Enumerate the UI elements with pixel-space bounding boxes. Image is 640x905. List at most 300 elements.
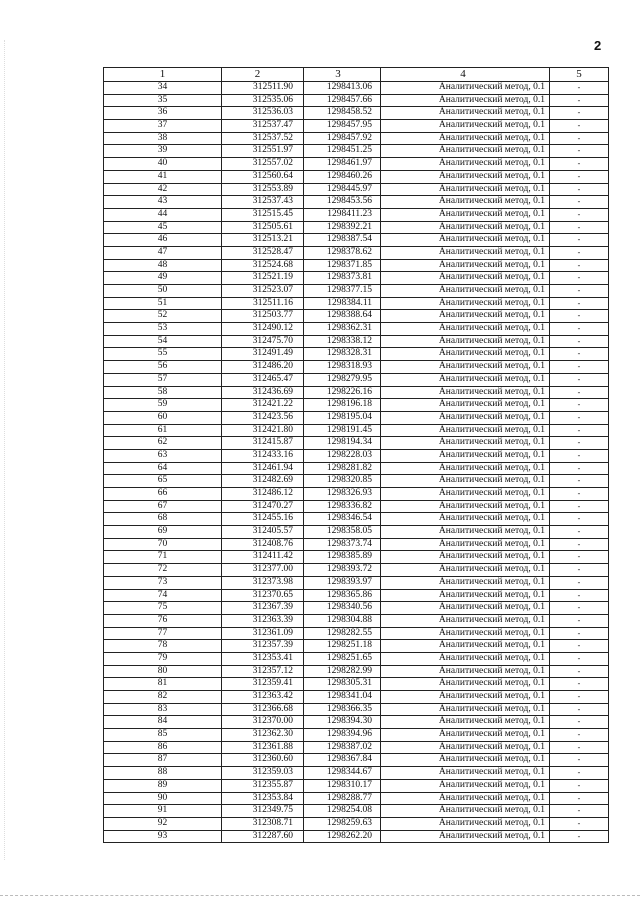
scan-edge-line bbox=[0, 895, 640, 896]
x-coordinate-cell: 312537.43 bbox=[222, 196, 304, 209]
note-cell: - bbox=[550, 323, 609, 336]
x-coordinate-cell: 312537.47 bbox=[222, 120, 304, 133]
point-number-cell: 91 bbox=[104, 805, 222, 818]
method-accuracy-cell: Аналитический метод, 0.1 bbox=[381, 132, 550, 145]
note-cell: - bbox=[550, 158, 609, 171]
y-coordinate-cell: 1298318.93 bbox=[304, 361, 381, 374]
table-row bbox=[104, 817, 609, 830]
point-number-cell: 54 bbox=[104, 335, 222, 348]
point-number-cell: 73 bbox=[104, 576, 222, 589]
note-cell: - bbox=[550, 246, 609, 259]
method-accuracy-cell: Аналитический метод, 0.1 bbox=[381, 234, 550, 247]
method-accuracy-cell: Аналитический метод, 0.1 bbox=[381, 361, 550, 374]
table-row bbox=[104, 221, 609, 234]
table-row bbox=[104, 716, 609, 729]
table-row bbox=[104, 424, 609, 437]
note-cell: - bbox=[550, 830, 609, 843]
y-coordinate-cell: 1298373.74 bbox=[304, 538, 381, 551]
point-number-cell: 51 bbox=[104, 297, 222, 310]
method-accuracy-cell: Аналитический метод, 0.1 bbox=[381, 411, 550, 424]
method-accuracy-cell: Аналитический метод, 0.1 bbox=[381, 589, 550, 602]
y-coordinate-cell: 1298457.92 bbox=[304, 132, 381, 145]
y-coordinate-cell: 1298453.56 bbox=[304, 196, 381, 209]
point-number-cell: 88 bbox=[104, 767, 222, 780]
method-accuracy-cell: Аналитический метод, 0.1 bbox=[381, 120, 550, 133]
table-row bbox=[104, 678, 609, 691]
x-coordinate-cell: 312362.30 bbox=[222, 729, 304, 742]
point-number-cell: 35 bbox=[104, 94, 222, 107]
table-row bbox=[104, 297, 609, 310]
table-row bbox=[104, 767, 609, 780]
table-row bbox=[104, 665, 609, 678]
note-cell: - bbox=[550, 170, 609, 183]
table-row bbox=[104, 196, 609, 209]
x-coordinate-cell: 312405.57 bbox=[222, 526, 304, 539]
x-coordinate-cell: 312528.47 bbox=[222, 246, 304, 259]
table-row bbox=[104, 614, 609, 627]
point-number-cell: 72 bbox=[104, 564, 222, 577]
method-accuracy-cell: Аналитический метод, 0.1 bbox=[381, 564, 550, 577]
table-row bbox=[104, 94, 609, 107]
x-coordinate-cell: 312523.07 bbox=[222, 285, 304, 298]
y-coordinate-cell: 1298259.63 bbox=[304, 817, 381, 830]
point-number-cell: 89 bbox=[104, 779, 222, 792]
y-coordinate-cell: 1298195.04 bbox=[304, 411, 381, 424]
y-coordinate-cell: 1298411.23 bbox=[304, 208, 381, 221]
y-coordinate-cell: 1298226.16 bbox=[304, 386, 381, 399]
table-row bbox=[104, 272, 609, 285]
point-number-cell: 64 bbox=[104, 462, 222, 475]
x-coordinate-cell: 312359.41 bbox=[222, 678, 304, 691]
x-coordinate-cell: 312521.19 bbox=[222, 272, 304, 285]
point-number-cell: 44 bbox=[104, 208, 222, 221]
x-coordinate-cell: 312423.56 bbox=[222, 411, 304, 424]
x-coordinate-cell: 312355.87 bbox=[222, 779, 304, 792]
x-coordinate-cell: 312537.52 bbox=[222, 132, 304, 145]
x-coordinate-cell: 312363.42 bbox=[222, 691, 304, 704]
y-coordinate-cell: 1298341.04 bbox=[304, 691, 381, 704]
note-cell: - bbox=[550, 513, 609, 526]
method-accuracy-cell: Аналитический метод, 0.1 bbox=[381, 246, 550, 259]
point-number-cell: 43 bbox=[104, 196, 222, 209]
x-coordinate-cell: 312433.16 bbox=[222, 449, 304, 462]
y-coordinate-cell: 1298262.20 bbox=[304, 830, 381, 843]
table-row bbox=[104, 475, 609, 488]
note-cell: - bbox=[550, 741, 609, 754]
y-coordinate-cell: 1298394.96 bbox=[304, 729, 381, 742]
table-row bbox=[104, 399, 609, 412]
note-cell: - bbox=[550, 475, 609, 488]
method-accuracy-cell: Аналитический метод, 0.1 bbox=[381, 741, 550, 754]
point-number-cell: 85 bbox=[104, 729, 222, 742]
y-coordinate-cell: 1298305.31 bbox=[304, 678, 381, 691]
point-number-cell: 34 bbox=[104, 82, 222, 95]
y-coordinate-cell: 1298358.05 bbox=[304, 526, 381, 539]
note-cell: - bbox=[550, 145, 609, 158]
x-coordinate-cell: 312503.77 bbox=[222, 310, 304, 323]
y-coordinate-cell: 1298387.54 bbox=[304, 234, 381, 247]
table-row bbox=[104, 526, 609, 539]
note-cell: - bbox=[550, 437, 609, 450]
point-number-cell: 67 bbox=[104, 500, 222, 513]
method-accuracy-cell: Аналитический метод, 0.1 bbox=[381, 602, 550, 615]
point-number-cell: 52 bbox=[104, 310, 222, 323]
y-coordinate-cell: 1298328.31 bbox=[304, 348, 381, 361]
table-row bbox=[104, 437, 609, 450]
method-accuracy-cell: Аналитический метод, 0.1 bbox=[381, 82, 550, 95]
table-row bbox=[104, 741, 609, 754]
y-coordinate-cell: 1298320.85 bbox=[304, 475, 381, 488]
point-number-cell: 49 bbox=[104, 272, 222, 285]
y-coordinate-cell: 1298371.85 bbox=[304, 259, 381, 272]
y-coordinate-cell: 1298279.95 bbox=[304, 373, 381, 386]
table-row bbox=[104, 830, 609, 843]
table-row bbox=[104, 754, 609, 767]
y-coordinate-cell: 1298304.88 bbox=[304, 614, 381, 627]
x-coordinate-cell: 312357.12 bbox=[222, 665, 304, 678]
method-accuracy-cell: Аналитический метод, 0.1 bbox=[381, 729, 550, 742]
x-coordinate-cell: 312287.60 bbox=[222, 830, 304, 843]
x-coordinate-cell: 312367.39 bbox=[222, 602, 304, 615]
method-accuracy-cell: Аналитический метод, 0.1 bbox=[381, 208, 550, 221]
x-coordinate-cell: 312551.97 bbox=[222, 145, 304, 158]
y-coordinate-cell: 1298191.45 bbox=[304, 424, 381, 437]
y-coordinate-cell: 1298385.89 bbox=[304, 551, 381, 564]
point-number-cell: 37 bbox=[104, 120, 222, 133]
point-number-cell: 90 bbox=[104, 792, 222, 805]
note-cell: - bbox=[550, 399, 609, 412]
x-coordinate-cell: 312461.94 bbox=[222, 462, 304, 475]
y-coordinate-cell: 1298373.81 bbox=[304, 272, 381, 285]
table-row bbox=[104, 373, 609, 386]
note-cell: - bbox=[550, 132, 609, 145]
method-accuracy-cell: Аналитический метод, 0.1 bbox=[381, 107, 550, 120]
page-number: 2 bbox=[594, 38, 602, 53]
note-cell: - bbox=[550, 614, 609, 627]
method-accuracy-cell: Аналитический метод, 0.1 bbox=[381, 158, 550, 171]
y-coordinate-cell: 1298282.55 bbox=[304, 627, 381, 640]
note-cell: - bbox=[550, 500, 609, 513]
method-accuracy-cell: Аналитический метод, 0.1 bbox=[381, 500, 550, 513]
method-accuracy-cell: Аналитический метод, 0.1 bbox=[381, 551, 550, 564]
x-coordinate-cell: 312353.84 bbox=[222, 792, 304, 805]
method-accuracy-cell: Аналитический метод, 0.1 bbox=[381, 576, 550, 589]
x-coordinate-cell: 312557.02 bbox=[222, 158, 304, 171]
y-coordinate-cell: 1298457.95 bbox=[304, 120, 381, 133]
point-number-cell: 75 bbox=[104, 602, 222, 615]
point-number-cell: 92 bbox=[104, 817, 222, 830]
x-coordinate-cell: 312377.00 bbox=[222, 564, 304, 577]
method-accuracy-cell: Аналитический метод, 0.1 bbox=[381, 285, 550, 298]
point-number-cell: 45 bbox=[104, 221, 222, 234]
note-cell: - bbox=[550, 335, 609, 348]
y-coordinate-cell: 1298254.08 bbox=[304, 805, 381, 818]
y-coordinate-cell: 1298196.18 bbox=[304, 399, 381, 412]
x-coordinate-cell: 312535.06 bbox=[222, 94, 304, 107]
point-number-cell: 63 bbox=[104, 449, 222, 462]
header-col-1: 1 bbox=[104, 68, 222, 82]
note-cell: - bbox=[550, 449, 609, 462]
note-cell: - bbox=[550, 234, 609, 247]
note-cell: - bbox=[550, 716, 609, 729]
table-row bbox=[104, 183, 609, 196]
method-accuracy-cell: Аналитический метод, 0.1 bbox=[381, 424, 550, 437]
x-coordinate-cell: 312361.88 bbox=[222, 741, 304, 754]
point-number-cell: 82 bbox=[104, 691, 222, 704]
point-number-cell: 71 bbox=[104, 551, 222, 564]
note-cell: - bbox=[550, 805, 609, 818]
method-accuracy-cell: Аналитический метод, 0.1 bbox=[381, 652, 550, 665]
x-coordinate-cell: 312475.70 bbox=[222, 335, 304, 348]
point-number-cell: 42 bbox=[104, 183, 222, 196]
y-coordinate-cell: 1298365.86 bbox=[304, 589, 381, 602]
note-cell: - bbox=[550, 538, 609, 551]
table-row bbox=[104, 652, 609, 665]
y-coordinate-cell: 1298458.52 bbox=[304, 107, 381, 120]
point-number-cell: 81 bbox=[104, 678, 222, 691]
point-number-cell: 62 bbox=[104, 437, 222, 450]
x-coordinate-cell: 312511.16 bbox=[222, 297, 304, 310]
x-coordinate-cell: 312536.03 bbox=[222, 107, 304, 120]
note-cell: - bbox=[550, 691, 609, 704]
table-body bbox=[104, 82, 609, 843]
note-cell: - bbox=[550, 665, 609, 678]
y-coordinate-cell: 1298394.30 bbox=[304, 716, 381, 729]
y-coordinate-cell: 1298366.35 bbox=[304, 703, 381, 716]
table-row bbox=[104, 259, 609, 272]
point-number-cell: 41 bbox=[104, 170, 222, 183]
note-cell: - bbox=[550, 792, 609, 805]
x-coordinate-cell: 312486.20 bbox=[222, 361, 304, 374]
y-coordinate-cell: 1298340.56 bbox=[304, 602, 381, 615]
method-accuracy-cell: Аналитический метод, 0.1 bbox=[381, 691, 550, 704]
method-accuracy-cell: Аналитический метод, 0.1 bbox=[381, 665, 550, 678]
y-coordinate-cell: 1298336.82 bbox=[304, 500, 381, 513]
header-col-3: 3 bbox=[304, 68, 381, 82]
table-row bbox=[104, 323, 609, 336]
header-col-2: 2 bbox=[222, 68, 304, 82]
point-number-cell: 70 bbox=[104, 538, 222, 551]
table-row bbox=[104, 627, 609, 640]
note-cell: - bbox=[550, 729, 609, 742]
x-coordinate-cell: 312408.76 bbox=[222, 538, 304, 551]
point-number-cell: 60 bbox=[104, 411, 222, 424]
table-row bbox=[104, 691, 609, 704]
note-cell: - bbox=[550, 779, 609, 792]
note-cell: - bbox=[550, 652, 609, 665]
point-number-cell: 86 bbox=[104, 741, 222, 754]
method-accuracy-cell: Аналитический метод, 0.1 bbox=[381, 145, 550, 158]
table-row bbox=[104, 208, 609, 221]
note-cell: - bbox=[550, 310, 609, 323]
y-coordinate-cell: 1298362.31 bbox=[304, 323, 381, 336]
note-cell: - bbox=[550, 589, 609, 602]
point-number-cell: 74 bbox=[104, 589, 222, 602]
note-cell: - bbox=[550, 754, 609, 767]
method-accuracy-cell: Аналитический метод, 0.1 bbox=[381, 754, 550, 767]
note-cell: - bbox=[550, 640, 609, 653]
method-accuracy-cell: Аналитический метод, 0.1 bbox=[381, 703, 550, 716]
y-coordinate-cell: 1298282.99 bbox=[304, 665, 381, 678]
x-coordinate-cell: 312505.61 bbox=[222, 221, 304, 234]
table-row bbox=[104, 792, 609, 805]
y-coordinate-cell: 1298346.54 bbox=[304, 513, 381, 526]
table-row bbox=[104, 411, 609, 424]
y-coordinate-cell: 1298194.34 bbox=[304, 437, 381, 450]
point-number-cell: 69 bbox=[104, 526, 222, 539]
x-coordinate-cell: 312436.69 bbox=[222, 386, 304, 399]
method-accuracy-cell: Аналитический метод, 0.1 bbox=[381, 183, 550, 196]
x-coordinate-cell: 312421.22 bbox=[222, 399, 304, 412]
point-number-cell: 50 bbox=[104, 285, 222, 298]
x-coordinate-cell: 312373.98 bbox=[222, 576, 304, 589]
point-number-cell: 39 bbox=[104, 145, 222, 158]
note-cell: - bbox=[550, 424, 609, 437]
x-coordinate-cell: 312513.21 bbox=[222, 234, 304, 247]
x-coordinate-cell: 312560.64 bbox=[222, 170, 304, 183]
y-coordinate-cell: 1298451.25 bbox=[304, 145, 381, 158]
method-accuracy-cell: Аналитический метод, 0.1 bbox=[381, 805, 550, 818]
point-number-cell: 83 bbox=[104, 703, 222, 716]
table-row bbox=[104, 310, 609, 323]
table-row bbox=[104, 602, 609, 615]
note-cell: - bbox=[550, 564, 609, 577]
point-number-cell: 84 bbox=[104, 716, 222, 729]
table-row bbox=[104, 488, 609, 501]
table-row bbox=[104, 779, 609, 792]
x-coordinate-cell: 312357.39 bbox=[222, 640, 304, 653]
method-accuracy-cell: Аналитический метод, 0.1 bbox=[381, 373, 550, 386]
method-accuracy-cell: Аналитический метод, 0.1 bbox=[381, 386, 550, 399]
method-accuracy-cell: Аналитический метод, 0.1 bbox=[381, 538, 550, 551]
note-cell: - bbox=[550, 348, 609, 361]
table-row bbox=[104, 158, 609, 171]
x-coordinate-cell: 312421.80 bbox=[222, 424, 304, 437]
table-row bbox=[104, 564, 609, 577]
table-row bbox=[104, 246, 609, 259]
method-accuracy-cell: Аналитический метод, 0.1 bbox=[381, 462, 550, 475]
note-cell: - bbox=[550, 272, 609, 285]
note-cell: - bbox=[550, 361, 609, 374]
method-accuracy-cell: Аналитический метод, 0.1 bbox=[381, 817, 550, 830]
point-number-cell: 57 bbox=[104, 373, 222, 386]
table-row bbox=[104, 513, 609, 526]
x-coordinate-cell: 312361.09 bbox=[222, 627, 304, 640]
point-number-cell: 78 bbox=[104, 640, 222, 653]
x-coordinate-cell: 312366.68 bbox=[222, 703, 304, 716]
point-number-cell: 77 bbox=[104, 627, 222, 640]
x-coordinate-cell: 312455.16 bbox=[222, 513, 304, 526]
table-row bbox=[104, 335, 609, 348]
note-cell: - bbox=[550, 196, 609, 209]
method-accuracy-cell: Аналитический метод, 0.1 bbox=[381, 830, 550, 843]
method-accuracy-cell: Аналитический метод, 0.1 bbox=[381, 196, 550, 209]
table-row bbox=[104, 538, 609, 551]
y-coordinate-cell: 1298367.84 bbox=[304, 754, 381, 767]
method-accuracy-cell: Аналитический метод, 0.1 bbox=[381, 513, 550, 526]
method-accuracy-cell: Аналитический метод, 0.1 bbox=[381, 779, 550, 792]
header-col-4: 4 bbox=[381, 68, 550, 82]
point-number-cell: 80 bbox=[104, 665, 222, 678]
table-row bbox=[104, 82, 609, 95]
x-coordinate-cell: 312415.87 bbox=[222, 437, 304, 450]
x-coordinate-cell: 312360.60 bbox=[222, 754, 304, 767]
table-row bbox=[104, 462, 609, 475]
note-cell: - bbox=[550, 297, 609, 310]
y-coordinate-cell: 1298338.12 bbox=[304, 335, 381, 348]
y-coordinate-cell: 1298392.21 bbox=[304, 221, 381, 234]
table-row bbox=[104, 703, 609, 716]
method-accuracy-cell: Аналитический метод, 0.1 bbox=[381, 526, 550, 539]
method-accuracy-cell: Аналитический метод, 0.1 bbox=[381, 614, 550, 627]
x-coordinate-cell: 312486.12 bbox=[222, 488, 304, 501]
table-row bbox=[104, 386, 609, 399]
table-row bbox=[104, 107, 609, 120]
point-number-cell: 61 bbox=[104, 424, 222, 437]
note-cell: - bbox=[550, 259, 609, 272]
point-number-cell: 65 bbox=[104, 475, 222, 488]
point-number-cell: 36 bbox=[104, 107, 222, 120]
method-accuracy-cell: Аналитический метод, 0.1 bbox=[381, 767, 550, 780]
method-accuracy-cell: Аналитический метод, 0.1 bbox=[381, 640, 550, 653]
point-number-cell: 66 bbox=[104, 488, 222, 501]
note-cell: - bbox=[550, 526, 609, 539]
y-coordinate-cell: 1298413.06 bbox=[304, 82, 381, 95]
y-coordinate-cell: 1298393.72 bbox=[304, 564, 381, 577]
point-number-cell: 58 bbox=[104, 386, 222, 399]
x-coordinate-cell: 312515.45 bbox=[222, 208, 304, 221]
method-accuracy-cell: Аналитический метод, 0.1 bbox=[381, 323, 550, 336]
method-accuracy-cell: Аналитический метод, 0.1 bbox=[381, 170, 550, 183]
method-accuracy-cell: Аналитический метод, 0.1 bbox=[381, 348, 550, 361]
method-accuracy-cell: Аналитический метод, 0.1 bbox=[381, 678, 550, 691]
y-coordinate-cell: 1298251.18 bbox=[304, 640, 381, 653]
table-row bbox=[104, 449, 609, 462]
x-coordinate-cell: 312524.68 bbox=[222, 259, 304, 272]
header-col-5: 5 bbox=[550, 68, 609, 82]
note-cell: - bbox=[550, 120, 609, 133]
note-cell: - bbox=[550, 767, 609, 780]
y-coordinate-cell: 1298377.15 bbox=[304, 285, 381, 298]
x-coordinate-cell: 312308.71 bbox=[222, 817, 304, 830]
method-accuracy-cell: Аналитический метод, 0.1 bbox=[381, 221, 550, 234]
y-coordinate-cell: 1298393.97 bbox=[304, 576, 381, 589]
method-accuracy-cell: Аналитический метод, 0.1 bbox=[381, 272, 550, 285]
coordinates-table bbox=[103, 67, 609, 843]
table-row bbox=[104, 170, 609, 183]
point-number-cell: 79 bbox=[104, 652, 222, 665]
note-cell: - bbox=[550, 627, 609, 640]
y-coordinate-cell: 1298228.03 bbox=[304, 449, 381, 462]
point-number-cell: 47 bbox=[104, 246, 222, 259]
table-row bbox=[104, 500, 609, 513]
table-row bbox=[104, 361, 609, 374]
note-cell: - bbox=[550, 703, 609, 716]
note-cell: - bbox=[550, 107, 609, 120]
point-number-cell: 76 bbox=[104, 614, 222, 627]
x-coordinate-cell: 312553.89 bbox=[222, 183, 304, 196]
point-number-cell: 59 bbox=[104, 399, 222, 412]
note-cell: - bbox=[550, 551, 609, 564]
table-row bbox=[104, 348, 609, 361]
table-row bbox=[104, 551, 609, 564]
point-number-cell: 56 bbox=[104, 361, 222, 374]
point-number-cell: 46 bbox=[104, 234, 222, 247]
method-accuracy-cell: Аналитический метод, 0.1 bbox=[381, 792, 550, 805]
note-cell: - bbox=[550, 208, 609, 221]
table-row bbox=[104, 589, 609, 602]
x-coordinate-cell: 312411.42 bbox=[222, 551, 304, 564]
